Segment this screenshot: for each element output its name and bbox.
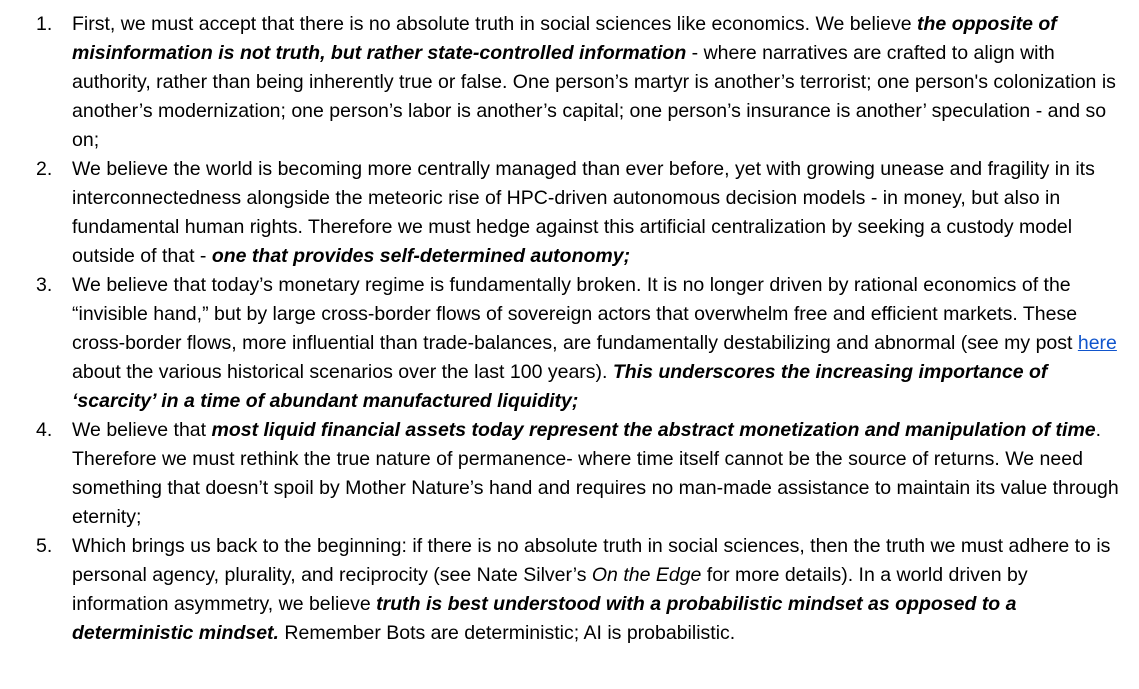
list-number: 2. bbox=[36, 158, 53, 180]
emphasis-text: one that provides self-determined autonomy; bbox=[211, 245, 631, 267]
text-run: . Therefore we must rethink the true nature of permanence- where time itself cannot be the source of returns. We need something that doesn’t spoil by Mother Nature’s hand and requires no man-made assistance to maintain its value through eternity; bbox=[72, 419, 1119, 528]
paragraph-text bbox=[72, 274, 1117, 412]
list-number: 1. bbox=[36, 13, 53, 35]
here-link[interactable]: here bbox=[1077, 332, 1117, 354]
list-item bbox=[0, 532, 1127, 648]
list-item bbox=[0, 10, 1127, 155]
text-run: We believe the world is becoming more centrally managed than ever before, yet with growing unease and fragility in its interconnectedness alongside the meteoric rise of HPC-driven autonomous decision models - in money, but also in fundamental human rights. Therefore we must hedge against this artificial centralization by seeking a custody model outside of that - bbox=[72, 158, 1095, 267]
text-run: We believe that bbox=[72, 419, 212, 441]
list-number: 5. bbox=[36, 535, 53, 557]
text-run: Which brings us back to the beginning: if there is no absolute truth in social sciences, then the truth we must adhere to is personal agency, plurality, and reciprocity (see Nate Silver’s bbox=[72, 535, 1111, 586]
text-run: - where narratives are crafted to align with authority, rather than being inherently true or false. One person’s martyr is another’s terrorist; one person's colonization is another’s modernization; one person’s labor is another’s capital; one person’s insurance is another’ speculation - and so on; bbox=[72, 42, 1116, 151]
list-number: 4. bbox=[36, 419, 53, 441]
emphasis-text: truth is best understood with a probabilistic mindset as opposed to a deterministic mindset. bbox=[72, 593, 1017, 644]
list-item bbox=[0, 416, 1127, 532]
text-run: We believe that today’s monetary regime is fundamentally broken. It is no longer driven by rational economics of the “invisible hand,” but by large cross-border flows of sovereign actors that overwhelm free and efficient markets. These cross-border flows, more influential than trade-balances, are fundamentally destabilizing and abnormal (see my post bbox=[72, 274, 1078, 354]
list-number: 3. bbox=[36, 274, 53, 296]
text-run: Remember Bots are deterministic; AI is probabilistic. bbox=[278, 622, 736, 644]
text-run: First, we must accept that there is no absolute truth in social sciences like economics. We believe bbox=[72, 13, 918, 35]
numbered-list bbox=[0, 10, 1127, 648]
emphasis-text: This underscores the increasing importance of ‘scarcity’ in a time of abundant manufactured liquidity; bbox=[72, 361, 1048, 412]
emphasis-text: most liquid financial assets today represent the abstract monetization and manipulation of time bbox=[211, 419, 1096, 441]
paragraph-text bbox=[72, 535, 1110, 644]
paragraph-text bbox=[72, 419, 1119, 528]
list-item bbox=[0, 155, 1127, 271]
paragraph-text bbox=[72, 158, 1095, 267]
text-run: about the various historical scenarios over the last 100 years). bbox=[72, 361, 613, 383]
list-item bbox=[0, 271, 1127, 416]
text-run: for more details). In a world driven by information asymmetry, we believe bbox=[72, 564, 1028, 615]
paragraph-text bbox=[72, 13, 1116, 151]
book-title-text: On the Edge bbox=[591, 564, 702, 586]
emphasis-text: the opposite of misinformation is not truth, but rather state-controlled information bbox=[72, 13, 1057, 64]
